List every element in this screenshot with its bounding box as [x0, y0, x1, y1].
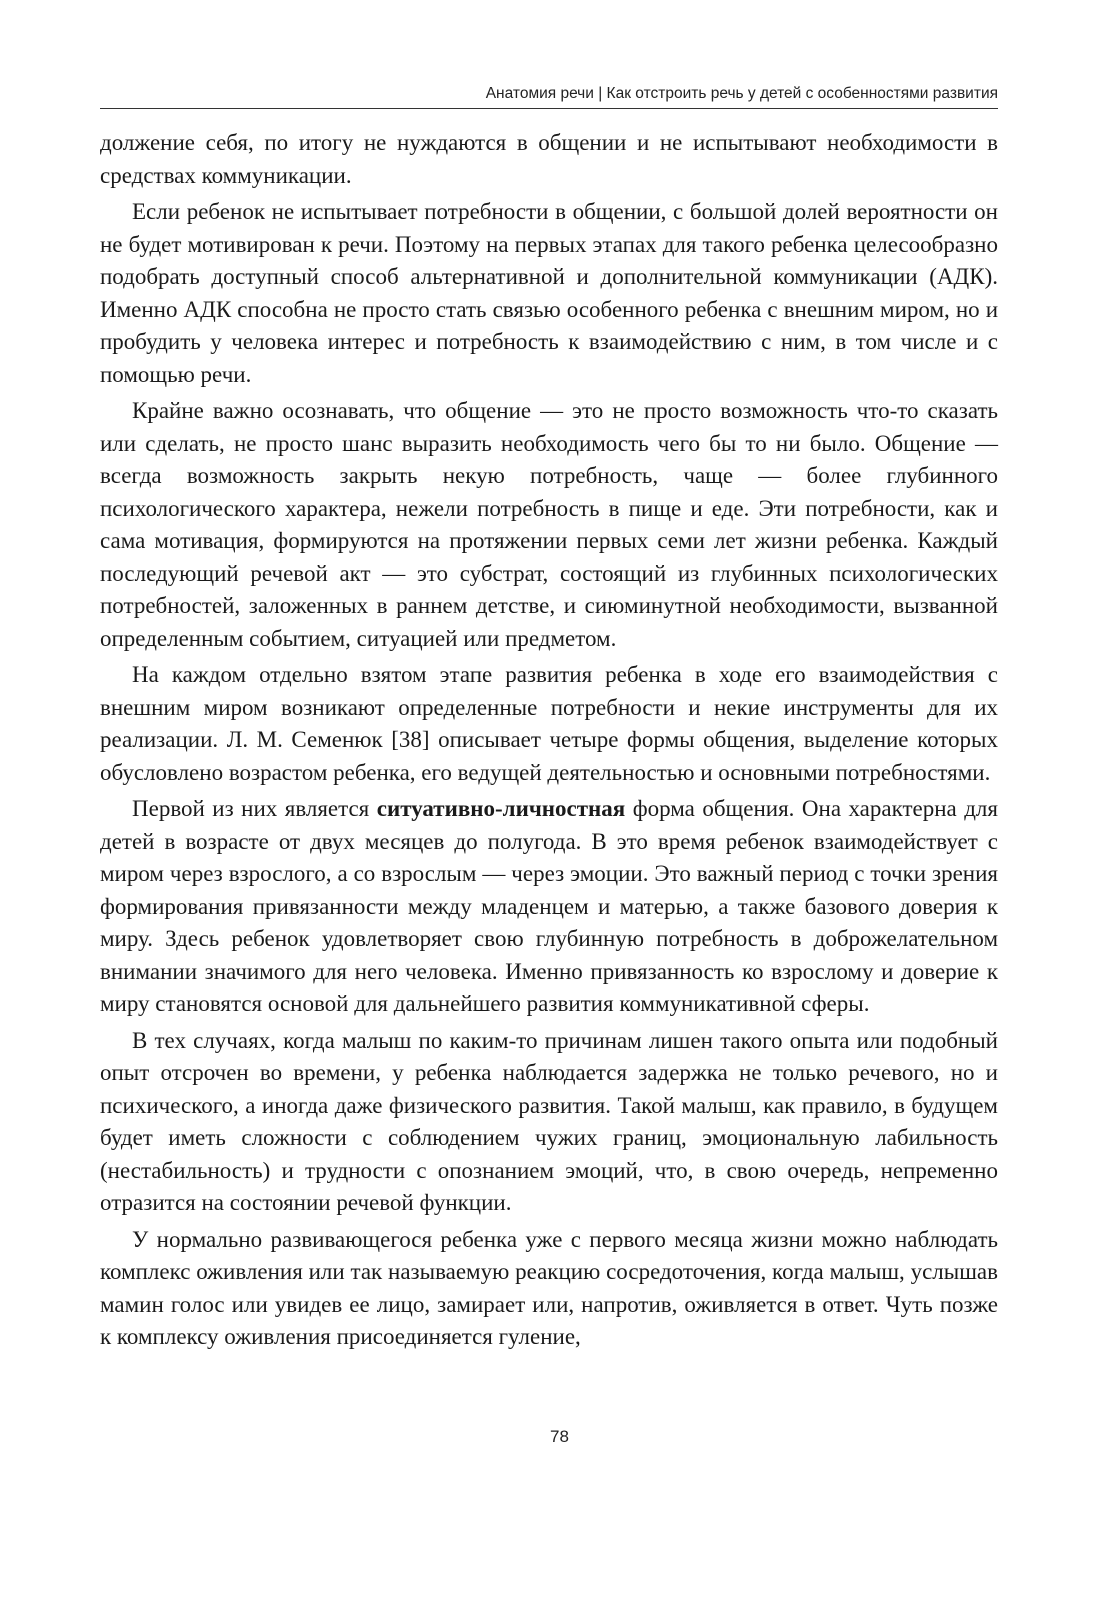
paragraph-5	[100, 793, 998, 1021]
paragraph-4: На каждом отдельно взятом этапе развития ребенка в ходе его взаимодействия с внешним миром возникают определенные потребности и некие инструменты для их реализации. Л. М. Семенюк [38] описывает четыре формы общения, выделение которых обусловлено возрастом ребенка, его ведущей деятельностью и основными потребностями.	[100, 662, 998, 785]
paragraph-5-rest: форма общения. Она характерна для детей в возрасте от двух месяцев до полугода. В это время ребенок взаимодействует с миром через взрослого, а со взрослым — через эмоции. Это важный период с точки зрения формирования привязанности между младенцем и матерью, а также базового доверия к миру. Здесь ребенок удовлетворяет свою глубинную потребность в доброжелательном внимании значимого для него человека. Именно привязанность ко взрослому и доверие к миру становятся основой для дальнейшего развития коммуникативной сферы.	[100, 796, 998, 1016]
paragraph-1: должение себя, по итогу не нуждаются в общении и не испытывают необходимости в средствах коммуникации.	[100, 130, 998, 188]
paragraph-5-lead: Первой из них является	[132, 796, 377, 821]
paragraph-3: Крайне важно осознавать, что общение — это не просто возможность что-то сказать или сделать, не просто шанс выразить необходимость чего бы то ни было. Общение — всегда возможность закрыть некую потребность, чаще — более глубинного психологического характера, нежели потребность в пище и еде. Эти потребности, как и сама мотивация, формируются на протяжении первых семи лет жизни ребенка. Каждый последующий речевой акт — это субстрат, состоящий из глубинных психологических потребностей, заложенных в раннем детстве, и сиюминутной необходимости, вызванной определенным событием, ситуацией или предметом.	[100, 398, 998, 651]
running-head: Анатомия речи | Как отстроить речь у детей с особенностями развития	[485, 85, 998, 102]
bold-term: ситуативно-личностная	[376, 796, 626, 821]
page-number: 78	[550, 1427, 569, 1446]
paragraph-6: В тех случаях, когда малыш по каким-то причинам лишен такого опыта или подобный опыт отсрочен во времени, у ребенка наблюдается задержка не только речевого, но и психического, а иногда даже физического развития. Такой малыш, как правило, в будущем будет иметь сложности с соблюдением чужих границ, эмоциональную лабильность (нестабильность) и трудности с опознанием эмоций, что, в свою очередь, непременно отразится на состоянии речевой функции.	[100, 1027, 998, 1215]
paragraph-2: Если ребенок не испытывает потребности в общении, с большой долей вероятности он не будет мотивирован к речи. Поэтому на первых этапах для такого ребенка целесообразно подобрать доступный способ альтернативной и дополнительной коммуникации (АДК). Именно АДК способна не просто стать связью особенного ребенка с внешним миром, но и пробудить у человека интерес и потребность к взаимодействию с ним, в том числе и с помощью речи.	[100, 199, 998, 387]
header-rule	[100, 108, 998, 109]
body-text	[100, 127, 998, 1354]
paragraph-7: У нормально развивающегося ребенка уже с первого месяца жизни можно наблюдать комплекс оживления или так называемую реакцию сосредоточения, когда малыш, услышав мамин голос или увидев ее лицо, замирает или, напротив, оживляется в ответ. Чуть позже к комплексу оживления присоединяется гуление,	[100, 1226, 998, 1349]
